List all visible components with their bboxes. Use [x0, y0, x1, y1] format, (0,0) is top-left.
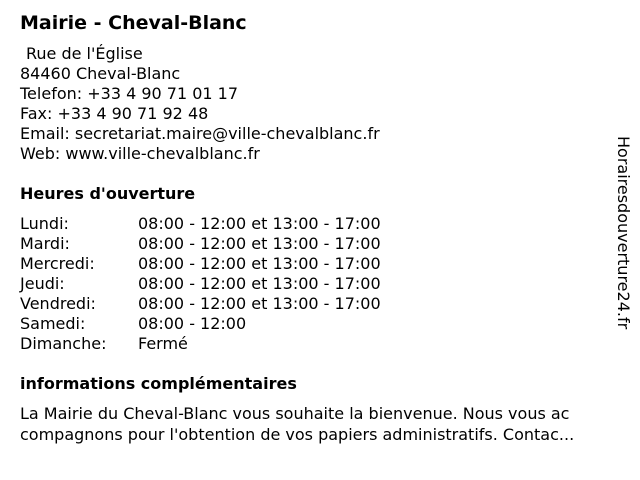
opening-hours-heading: Heures d'ouverture — [20, 184, 196, 203]
description-text — [20, 403, 620, 445]
day-label: Jeudi: — [20, 274, 65, 293]
description-line-2: compagnons pour l'obtention de vos papiers administratifs. Contac... — [20, 425, 575, 444]
phone-number: Telefon: +33 4 90 71 01 17 — [20, 84, 239, 103]
site-watermark — [612, 136, 634, 371]
page-title: Mairie - Cheval-Blanc — [20, 12, 247, 34]
hours-row-wednesday — [20, 254, 381, 274]
address-street: Rue de l'Église — [26, 44, 143, 63]
day-label: Vendredi: — [20, 294, 96, 313]
hours-row-saturday — [20, 314, 381, 334]
website-url: Web: www.ville-chevalblanc.fr — [20, 144, 260, 163]
day-label: Samedi: — [20, 314, 86, 333]
description-line-1: La Mairie du Cheval-Blanc vous souhaite la bienvenue. Nous vous ac — [20, 404, 570, 423]
time-range: 08:00 - 12:00 et 13:00 - 17:00 — [138, 214, 381, 233]
opening-hours-list — [20, 214, 381, 354]
day-label: Dimanche: — [20, 334, 107, 353]
time-range: 08:00 - 12:00 et 13:00 - 17:00 — [138, 294, 381, 313]
watermark-text: Horairesdouverture24.fr — [614, 136, 633, 330]
day-label: Mercredi: — [20, 254, 95, 273]
time-range: 08:00 - 12:00 — [138, 314, 247, 333]
hours-row-friday — [20, 294, 381, 314]
contact-block — [20, 44, 380, 164]
time-range: 08:00 - 12:00 et 13:00 - 17:00 — [138, 274, 381, 293]
fax-number: Fax: +33 4 90 71 92 48 — [20, 104, 209, 123]
time-range: Fermé — [138, 334, 188, 353]
time-range: 08:00 - 12:00 et 13:00 - 17:00 — [138, 234, 381, 253]
email-address: Email: secretariat.maire@ville-chevalblanc.fr — [20, 124, 380, 143]
hours-row-sunday — [20, 334, 381, 354]
hours-row-thursday — [20, 274, 381, 294]
hours-row-monday — [20, 214, 381, 234]
additional-info-heading: informations complémentaires — [20, 374, 297, 393]
day-label: Lundi: — [20, 214, 69, 233]
address-city: 84460 Cheval-Blanc — [20, 64, 181, 83]
time-range: 08:00 - 12:00 et 13:00 - 17:00 — [138, 254, 381, 273]
hours-row-tuesday — [20, 234, 381, 254]
day-label: Mardi: — [20, 234, 70, 253]
